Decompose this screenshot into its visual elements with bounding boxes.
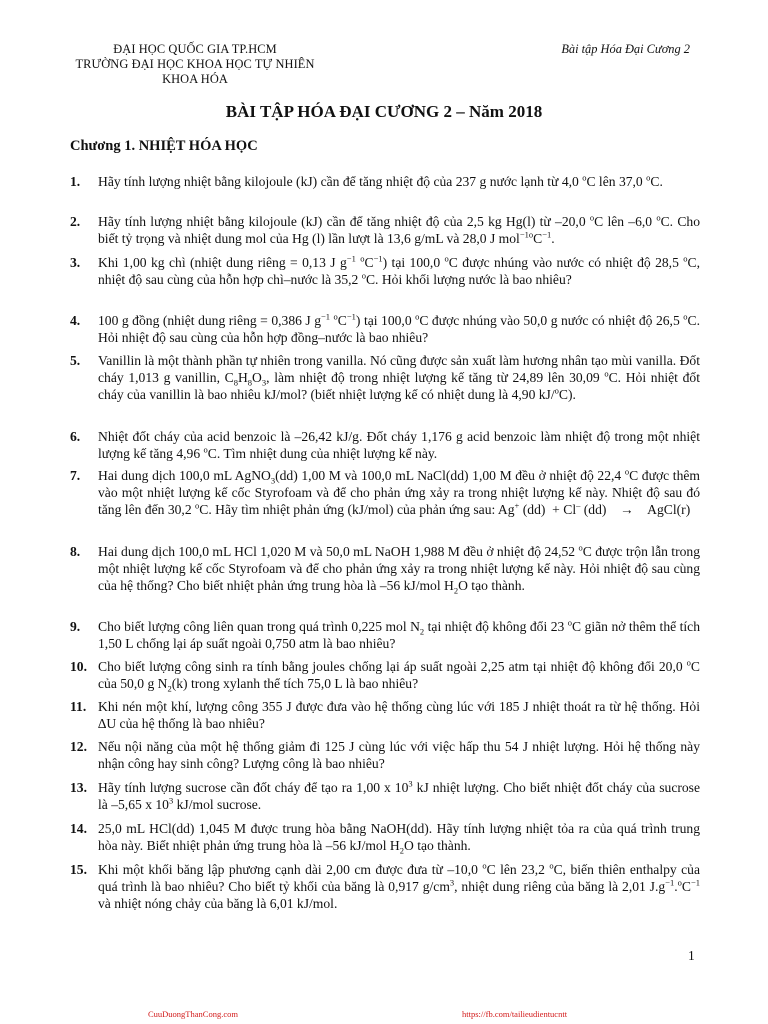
- question-item: [70, 618, 700, 652]
- question-text: Hãy tính lượng nhiệt bằng kilojoule (kJ) cần để tăng nhiệt độ của 237 g nước lạnh từ 4,0 $^o$C lên 37,0 $^o$C.: [98, 172, 663, 189]
- question-text: 25,0 mL HCl(dd) 1,045 M được trung hòa bằng NaOH(dd). Hãy tính lượng nhiệt tỏa ra của quá trình trung hòa này. Biết nhiệt phản ứng trung hòa là –56 kJ/mol $H_2O$ tạo thành.: [98, 821, 700, 856]
- header-line-university: ĐẠI HỌC QUỐC GIA TP.HCM: [113, 42, 277, 56]
- question-text: Hai dung dịch 100,0 mL HCl 1,020 M và 50,0 mL NaOH 1,988 M đều ở nhiệt độ 24,52 $^o$C được trộn lẫn trong một nhiệt lượng kế cốc Styrofoam và để cho phản ứng xảy ra trong nhiệt lượng kế này. Hỏi nhiệt độ sau cùng của hệ thống? Cho biết nhiệt phản ứng trung hòa là –56 kJ/mol $H_2O$ tạo thành.: [98, 542, 700, 597]
- footer-watermark-right[interactable]: https://fb.com/tailieudientucntt: [462, 1009, 568, 1019]
- question-item: [70, 352, 700, 404]
- footer-watermark-left[interactable]: CuuDuongThanCong.com: [148, 1009, 238, 1019]
- question-text: Nhiệt đốt cháy của acid benzoic là –26,42 kJ/g. Đốt cháy 1,176 g acid benzoic làm nhiệt độ trong một nhiệt lượng kế tăng 4,96 $^o$C. Tìm nhiệt dung của nhiệt lượng kế này.: [98, 429, 700, 462]
- question-text: Nếu nội năng của một hệ thống giảm đi 125 J cùng lúc với việc hấp thu 54 J nhiệt lượng. Hỏi hệ thống này nhận công hay sinh công? Lượng công là bao nhiêu?: [98, 739, 700, 772]
- question-number: 13.: [70, 780, 87, 795]
- question-number: 3.: [70, 255, 81, 270]
- page-number: 1: [688, 948, 695, 963]
- institution-header: [60, 42, 330, 87]
- question-number: 4.: [70, 313, 81, 328]
- question-text: Hãy tính lượng nhiệt bằng kilojoule (kJ) cần để tăng nhiệt độ của 2,5 kg Hg(l) từ –20,0 $^o$C lên –6,0 $^o$C. Cho biết tỷ trọng và nhiệt dung mol của Hg (l) lần lượt là 13,6 g/mL và 28,0 J $mol^{-1o}C^{-1}$.: [98, 212, 700, 247]
- header-line-school: TRƯỜNG ĐẠI HỌC KHOA HỌC TỰ NHIÊN: [75, 57, 315, 71]
- question-text: Hãy tính lượng sucrose cần đốt cháy để tạo ra 1,00 x $10^3$ kJ nhiệt lượng. Cho biết nhiệt đốt cháy của sucrose là –5,65 x $10^3$ kJ/mol sucrose.: [98, 778, 701, 813]
- question-item: [70, 173, 700, 190]
- question-item: [70, 738, 700, 772]
- question-text: Hai dung dịch 100,0 mL AgNO$_3$(dd) 1,00 M và 100,0 mL NaCl(dd) 1,00 M đều ở nhiệt độ 22,4 $^o$C được thêm vào một nhiệt lượng kế cốc Styrofoam và để cho phản ứng xảy ra trong nhiệt lượng kế này. Nhiệt độ sau đó tăng lên đến 30,2 $^o$C. Hãy tìm nhiệt phản ứng (kJ/mol) của phản ứng sau: Ag+ (dd) + Cl– (dd) → AgCl(r): [98, 466, 700, 518]
- question-number: 14.: [70, 821, 87, 836]
- question-text: 100 g đồng (nhiệt dung riêng = 0,386 J $g^{-1}$ $^oC^{-1}$) tại 100,0 $^o$C được nhúng vào 50,0 g nước có nhiệt độ 26,5 $^o$C. Hỏi nhiệt độ sau cùng của hỗn hợp đồng–nước là bao nhiêu?: [98, 311, 700, 346]
- question-item: [70, 820, 700, 854]
- question-item: [70, 254, 700, 288]
- question-number: 2.: [70, 214, 81, 229]
- question-item: [70, 428, 700, 462]
- question-number: 5.: [70, 353, 81, 368]
- document-title: BÀI TẬP HÓA ĐẠI CƯƠNG 2 – Năm 2018: [225, 102, 543, 121]
- question-item: [70, 861, 700, 913]
- chapter-heading: Chương 1. NHIỆT HÓA HỌC: [70, 138, 258, 154]
- question-number: 12.: [70, 739, 87, 754]
- question-number: 15.: [70, 862, 87, 877]
- question-item: [70, 543, 700, 595]
- question-item: [70, 312, 700, 346]
- question-number: 10.: [70, 659, 87, 674]
- question-number: 9.: [70, 619, 81, 634]
- header-line-faculty: KHOA HÓA: [162, 72, 228, 86]
- running-header: Bài tập Hóa Đại Cương 2: [561, 42, 690, 56]
- question-text: Vanillin là một thành phần tự nhiên trong vanilla. Nó cũng được sản xuất làm hương nhân tạo mùi vanilla. Đốt cháy 1,013 g vanillin, $C_8H_8O_3$, làm nhiệt độ trong nhiệt lượng kế tăng từ 24,89 lên 30,09 $^o$C. Hỏi nhiệt đốt cháy của vanillin là bao nhiêu kJ/mol? (biết nhiệt lượng kế có nhiệt dung là 4,90 kJ/$^o$C).: [98, 353, 700, 403]
- question-number: 11.: [70, 699, 87, 714]
- question-item: [70, 213, 700, 247]
- question-item: [70, 698, 700, 732]
- question-number: 7.: [70, 468, 81, 483]
- question-text: Khi một khối băng lập phương cạnh dài 2,00 cm được đưa từ –10,0 $^o$C lên 23,2 $^o$C, biến thiên enthalpy của quá trình là bao nhiêu? Cho biết tỷ khối của băng là 0,917 $g/cm^3$, nhiệt dung riêng của băng là 2,01 $J.g^{-1}.^oC^{-1}$ và nhiệt nóng chảy của băng là 6,01 kJ/mol.: [98, 860, 700, 912]
- question-text: Cho biết lượng công liên quan trong quá trình 0,225 mol $N_2$ tại nhiệt độ không đổi 23 $^o$C giãn nở thêm thể tích 1,50 L chống lại áp suất ngoài 0,750 atm là bao nhiêu?: [98, 617, 701, 652]
- question-item: [70, 779, 700, 813]
- question-item: [70, 467, 700, 519]
- question-text: Khi nén một khí, lượng công 355 J được đưa vào hệ thống cùng lúc với 185 J nhiệt thoát ra từ hệ thống. Hỏi ∆U của hệ thống là bao nhiêu?: [98, 699, 700, 732]
- question-number: 8.: [70, 544, 81, 559]
- question-number: 6.: [70, 429, 81, 444]
- question-item: [70, 658, 700, 692]
- question-text: Khi 1,00 kg chì (nhiệt dung riêng = 0,13 J $g^{-1}$ $^oC^{-1}$) tại 100,0 $^o$C được nhúng vào nước có nhiệt độ 28,5 $^o$C, nhiệt độ sau cùng của hỗn hợp chì–nước là 35,2 $^o$C. Hỏi khối lượng nước là bao nhiêu?: [98, 253, 700, 288]
- question-number: 1.: [70, 174, 81, 189]
- question-text: Cho biết lượng công sinh ra tính bằng joules chống lại áp suất ngoài 2,25 atm tại nhiệt độ không đổi 20,0 $^o$C của 50,0 g $N_2(k)$ trong xylanh thể tích 75,0 L là bao nhiêu?: [98, 657, 700, 694]
